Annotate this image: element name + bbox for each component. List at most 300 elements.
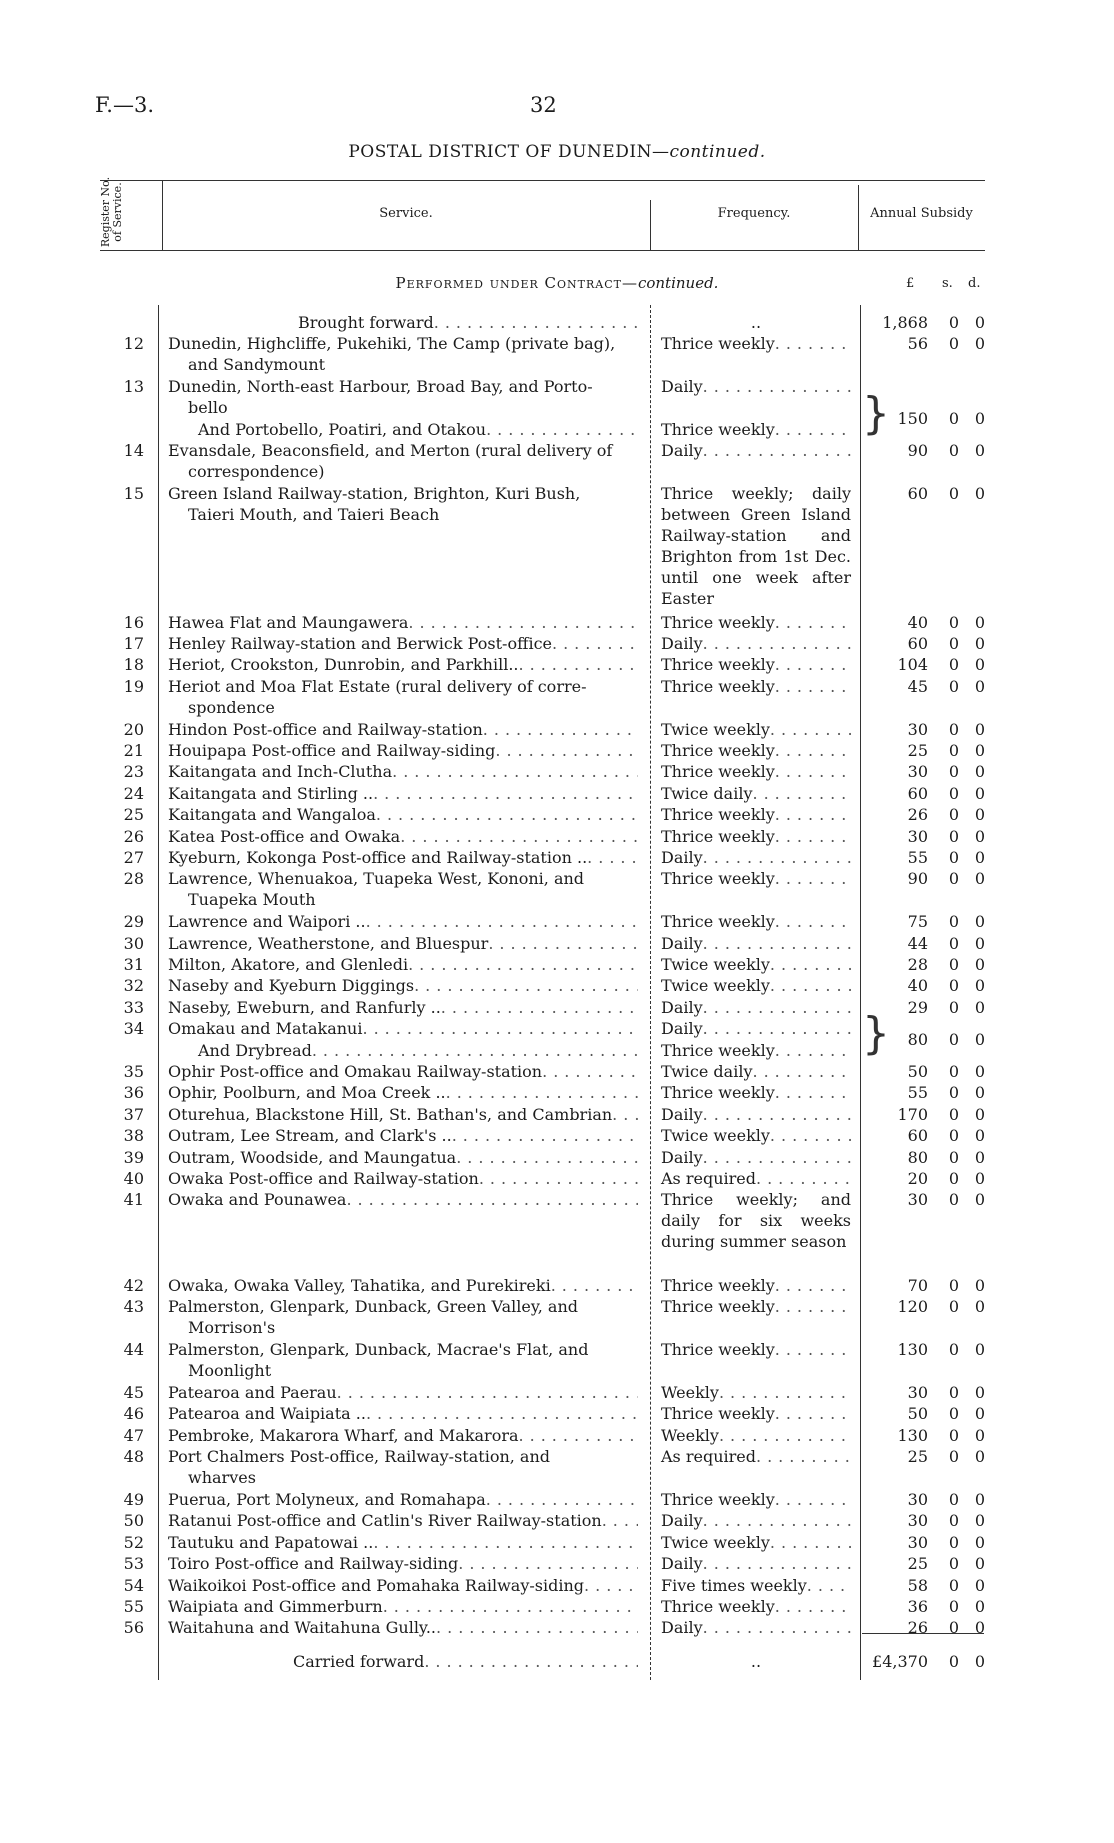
frequency-cell xyxy=(661,1125,851,1146)
subsidy-pence: 0 xyxy=(974,1383,986,1402)
leader-dots xyxy=(552,633,638,654)
subsidy-shillings: 0 xyxy=(948,1147,960,1167)
register-number: 56 xyxy=(123,1618,144,1638)
leader-dots xyxy=(775,419,851,440)
frequency-cell xyxy=(661,1532,851,1553)
service-line xyxy=(168,911,638,932)
subsidy-shillings: 0 xyxy=(948,933,960,953)
subsidy-pence: 0 xyxy=(974,655,986,675)
service-cell xyxy=(168,1082,638,1103)
subsidy-pence: 0 xyxy=(974,955,986,974)
frequency-text: Daily xyxy=(661,634,703,653)
frequency-text: Thrice weekly xyxy=(661,826,775,846)
subsidy-pence: 0 xyxy=(974,741,986,760)
register-number: 20 xyxy=(123,719,144,739)
subsidy-pounds: 104 xyxy=(897,655,928,675)
service-line xyxy=(168,1061,638,1082)
subsidy-pounds: 56 xyxy=(907,334,928,354)
leader-dots xyxy=(770,975,851,996)
subsidy-pence: 0 xyxy=(974,1651,986,1671)
col-divider xyxy=(158,305,159,1680)
subsidy-shillings: 0 xyxy=(948,655,960,675)
service-cell xyxy=(168,933,638,954)
leader-dots xyxy=(775,1296,851,1317)
service-cell xyxy=(168,633,638,654)
subsidy-shillings: 0 xyxy=(948,1276,960,1295)
register-number: 50 xyxy=(123,1511,144,1531)
frequency-cell xyxy=(661,740,851,761)
register-number: 25 xyxy=(123,805,144,825)
frequency-cell xyxy=(661,1489,851,1510)
subsidy-pence: 0 xyxy=(974,783,986,803)
frequency-cell xyxy=(661,1082,851,1103)
frequency-cell xyxy=(661,1575,851,1596)
subsidy-pounds: 40 xyxy=(907,612,928,632)
subsidy-pounds: 25 xyxy=(907,741,928,760)
subsidy-pounds: 1,868 xyxy=(882,313,928,332)
frequency-cell xyxy=(661,376,851,397)
frequency-line xyxy=(661,1275,851,1296)
service-cell xyxy=(168,1275,638,1296)
frequency-cell xyxy=(661,1553,851,1574)
service-cell xyxy=(168,740,638,761)
service-text: Oturehua, Blackstone Hill, St. Bathan's, and Cambrian xyxy=(168,1104,613,1124)
frequency-cell xyxy=(661,1651,851,1672)
frequency-line xyxy=(661,1425,851,1446)
register-number: 45 xyxy=(123,1383,144,1402)
subsidy-shillings: 0 xyxy=(948,441,960,461)
leader-dots xyxy=(703,1510,851,1531)
subsidy-shillings: 0 xyxy=(948,1618,960,1638)
subsidy-pence: 0 xyxy=(974,1511,986,1531)
register-number: 39 xyxy=(123,1147,144,1167)
subsidy-shillings: 0 xyxy=(948,1597,960,1616)
service-cell xyxy=(168,676,638,718)
frequency-cell xyxy=(661,333,851,354)
service-text: Hindon Post-office and Railway-station xyxy=(168,719,483,739)
frequency-cell xyxy=(661,483,851,609)
service-cell xyxy=(168,911,638,932)
frequency-cell xyxy=(661,1018,851,1039)
subsidy-pence: 0 xyxy=(974,334,986,354)
frequency-text: Five times weekly xyxy=(661,1575,807,1595)
leader-dots xyxy=(584,1575,638,1596)
service-text: Owaka, Owaka Valley, Tahatika, and Purekireki xyxy=(168,1276,551,1295)
frequency-line xyxy=(661,954,851,975)
subsidy-pence: 0 xyxy=(974,997,986,1017)
frequency-line xyxy=(661,1104,851,1125)
subsidy-pence: 0 xyxy=(974,1169,986,1188)
header-bottom-rule xyxy=(100,250,985,251)
subsidy-shillings: 0 xyxy=(948,762,960,782)
subsidy-shillings: 0 xyxy=(948,612,960,632)
subsidy-pounds: 30 xyxy=(907,1490,928,1509)
service-line xyxy=(168,1018,638,1039)
frequency-line xyxy=(661,1575,851,1596)
service-text: Tuapeka Mouth xyxy=(188,890,316,910)
service-text: Port Chalmers Post-office, Railway-station, and xyxy=(168,1447,551,1467)
frequency-line xyxy=(661,1403,851,1424)
subsidy-pence: 0 xyxy=(974,1104,986,1124)
subsidy-pounds: 20 xyxy=(907,1169,928,1188)
subsidy-pence: 0 xyxy=(974,441,986,461)
total-rule xyxy=(862,1633,984,1634)
service-cell xyxy=(168,1168,638,1189)
register-number: 42 xyxy=(123,1276,144,1295)
service-line xyxy=(168,633,638,654)
service-cell xyxy=(168,654,638,675)
subsidy-pence: 0 xyxy=(974,1404,986,1424)
register-number: 37 xyxy=(123,1104,144,1124)
subsidy-pence: 0 xyxy=(974,313,986,332)
service-text: Heriot and Moa Flat Estate (rural delivery of corre- xyxy=(168,676,587,696)
leader-dots xyxy=(775,868,851,889)
leader-dots xyxy=(495,740,638,761)
service-line xyxy=(168,889,638,910)
leader-dots xyxy=(719,1382,851,1403)
service-cell xyxy=(168,1061,638,1082)
subsidy-pounds: 120 xyxy=(897,1297,928,1317)
leader-dots xyxy=(770,719,851,740)
shillings-unit: s. xyxy=(942,276,953,291)
leader-dots xyxy=(752,1061,851,1082)
subsidy-shillings: 0 xyxy=(948,313,960,332)
frequency-text: Daily xyxy=(661,1104,703,1124)
leader-dots xyxy=(587,847,638,868)
leader-dots xyxy=(775,1489,851,1510)
service-text: Palmerston, Glenpark, Dunback, Macrae's Flat, and xyxy=(168,1340,589,1360)
subsidy-pounds: 26 xyxy=(907,805,928,825)
frequency-cell xyxy=(661,1275,851,1296)
frequency-text: Thrice weekly; daily between Green Island Railway-station and Brighton from 1st Dec. until one week after Easter xyxy=(661,484,851,609)
frequency-text: Daily xyxy=(661,1511,703,1531)
service-cell xyxy=(168,1147,638,1168)
leader-dots xyxy=(770,954,851,975)
frequency-cell xyxy=(661,847,851,868)
service-cell xyxy=(168,312,638,333)
service-line xyxy=(168,1360,638,1381)
register-number: 14 xyxy=(123,441,144,461)
frequency-text: Twice daily xyxy=(661,783,753,803)
frequency-text: Thrice weekly xyxy=(661,1040,775,1060)
leader-dots xyxy=(752,783,851,804)
subsidy-shillings: 0 xyxy=(948,783,960,803)
subsidy-shillings: 0 xyxy=(948,1104,960,1124)
frequency-text: Daily xyxy=(661,1147,703,1167)
service-cell xyxy=(168,1339,638,1381)
carried-forward-label: Carried forward xyxy=(293,1651,425,1671)
register-number: 44 xyxy=(123,1340,144,1360)
leader-dots xyxy=(424,1651,638,1672)
leader-dots xyxy=(770,1125,851,1146)
register-number: 46 xyxy=(123,1404,144,1424)
subsidy-shillings: 0 xyxy=(948,334,960,354)
subsidy-pence: 0 xyxy=(974,1029,986,1049)
subsidy-pence: 0 xyxy=(974,676,986,696)
subsidy-shillings: 0 xyxy=(948,997,960,1017)
frequency-text: Thrice weekly xyxy=(661,805,775,825)
register-number: 30 xyxy=(123,933,144,953)
service-text: Henley Railway-station and Berwick Post-office xyxy=(168,634,552,653)
leader-dots xyxy=(408,954,638,975)
frequency-text: Thrice weekly xyxy=(661,1340,775,1360)
service-line xyxy=(168,1651,638,1672)
frequency-cell xyxy=(661,1617,851,1638)
frequency-cell xyxy=(661,1425,851,1446)
subsidy-pounds: 28 xyxy=(907,955,928,974)
frequency-cell xyxy=(661,1061,851,1082)
subsidy-pounds: 45 xyxy=(907,676,928,696)
frequency-text: Thrice weekly xyxy=(661,912,775,932)
service-cell xyxy=(168,1018,638,1039)
subsidy-pounds: 40 xyxy=(907,976,928,996)
subsidy-pence: 0 xyxy=(974,1490,986,1509)
service-text: Green Island Railway-station, Brighton, Kuri Bush, xyxy=(168,484,581,504)
subsidy-shillings: 0 xyxy=(948,1447,960,1467)
leader-dots xyxy=(551,1275,638,1296)
service-line xyxy=(168,997,638,1018)
service-cell xyxy=(168,719,638,740)
service-text: Naseby and Kyeburn Diggings xyxy=(168,976,415,996)
service-line xyxy=(168,1147,638,1168)
frequency-text: Thrice weekly xyxy=(661,869,775,889)
subsidy-pounds: 30 xyxy=(907,826,928,846)
leader-dots xyxy=(434,312,638,333)
subsidy-shillings: 0 xyxy=(948,484,960,504)
leader-dots xyxy=(312,1040,638,1061)
register-number: 43 xyxy=(123,1297,144,1317)
frequency-cell xyxy=(661,1189,851,1252)
subsidy-pence: 0 xyxy=(974,1597,986,1616)
service-line xyxy=(168,1382,638,1403)
frequency-cell xyxy=(661,719,851,740)
subsidy-pounds: £4,370 xyxy=(872,1651,928,1671)
leader-dots xyxy=(542,1061,638,1082)
service-cell xyxy=(168,1125,638,1146)
leader-dots xyxy=(414,975,638,996)
service-line xyxy=(168,440,638,461)
register-number: 12 xyxy=(123,334,144,354)
service-cell xyxy=(168,483,638,525)
subsidy-pounds: 130 xyxy=(897,1425,928,1445)
frequency-text: Thrice weekly xyxy=(661,1297,775,1317)
service-cell xyxy=(168,1651,638,1672)
frequency-line xyxy=(661,1382,851,1403)
col-divider xyxy=(650,305,651,1680)
subsidy-shillings: 0 xyxy=(948,741,960,760)
service-text: Ophir Post-office and Omakau Railway-station xyxy=(168,1062,543,1081)
service-text: And Drybread xyxy=(198,1040,312,1060)
leader-dots xyxy=(775,333,851,354)
service-line xyxy=(168,1339,638,1360)
service-line xyxy=(168,1104,638,1125)
frequency-text: Thrice weekly xyxy=(661,420,775,439)
subsidy-pounds: 70 xyxy=(907,1276,928,1295)
subsidy-pence: 0 xyxy=(974,805,986,825)
leader-dots xyxy=(775,1403,851,1424)
leader-dots xyxy=(488,933,638,954)
subsidy-shillings: 0 xyxy=(948,1062,960,1081)
service-text: And Portobello, Poatiri, and Otakou xyxy=(198,420,487,439)
service-line xyxy=(168,761,638,782)
service-line xyxy=(168,1446,638,1467)
column-header-register: Register No. of Service. xyxy=(99,176,124,248)
service-line xyxy=(168,719,638,740)
subsidy-shillings: 0 xyxy=(948,1575,960,1595)
leader-dots xyxy=(373,783,638,804)
frequency-text: Daily xyxy=(661,1554,703,1574)
service-text: Moonlight xyxy=(188,1361,272,1381)
service-line xyxy=(168,1553,638,1574)
service-text: Waikoikoi Post-office and Pomahaka Railway-siding xyxy=(168,1575,585,1595)
frequency-text: .. xyxy=(750,1651,762,1671)
frequency-cell xyxy=(661,1296,851,1317)
frequency-line xyxy=(661,1489,851,1510)
service-text: and Sandymount xyxy=(188,355,326,375)
leader-dots xyxy=(483,719,638,740)
frequency-line xyxy=(661,761,851,782)
subsidy-shillings: 0 xyxy=(948,1297,960,1317)
subsidy-pence: 0 xyxy=(974,1575,986,1595)
service-text: Naseby, Eweburn, and Ranfurly .. xyxy=(168,997,441,1017)
service-cell xyxy=(168,761,638,782)
subsidy-pence: 0 xyxy=(974,1425,986,1445)
frequency-text: Thrice weekly; and daily for six weeks during summer season xyxy=(661,1190,851,1252)
service-line xyxy=(168,1275,638,1296)
leader-dots xyxy=(703,440,851,461)
register-number: 47 xyxy=(123,1425,144,1445)
subsidy-shillings: 0 xyxy=(948,634,960,653)
service-cell xyxy=(168,826,638,847)
section-subheading: Performed under Contract—continued. xyxy=(395,274,719,292)
subsidy-pounds: 130 xyxy=(897,1340,928,1360)
register-number: 48 xyxy=(123,1447,144,1467)
service-cell xyxy=(168,1425,638,1446)
leader-dots xyxy=(775,804,851,825)
leader-dots xyxy=(770,1532,851,1553)
leader-dots xyxy=(775,1082,851,1103)
subsidy-pence: 0 xyxy=(974,1276,986,1295)
frequency-cell xyxy=(661,1510,851,1531)
subsidy-pence: 0 xyxy=(974,719,986,739)
subsidy-pence: 0 xyxy=(974,762,986,782)
service-line xyxy=(168,1575,638,1596)
leader-dots xyxy=(775,1339,851,1360)
pounds-unit: £ xyxy=(906,276,915,291)
leader-dots xyxy=(703,1104,851,1125)
frequency-cell xyxy=(661,1040,851,1061)
service-text: Lawrence, Whenuakoa, Tuapeka West, Kononi, and xyxy=(168,869,585,889)
service-text: Omakau and Matakanui xyxy=(168,1019,363,1039)
subsidy-pence: 0 xyxy=(974,1147,986,1167)
frequency-cell xyxy=(661,826,851,847)
subsidy-pounds: 30 xyxy=(907,1511,928,1531)
service-cell xyxy=(168,1553,638,1574)
service-cell xyxy=(168,333,638,375)
register-number: 35 xyxy=(123,1062,144,1081)
frequency-line xyxy=(661,654,851,675)
frequency-line xyxy=(661,804,851,825)
leader-dots xyxy=(756,1168,851,1189)
frequency-cell xyxy=(661,654,851,675)
subsidy-pounds: 29 xyxy=(907,997,928,1017)
subsidy-shillings: 0 xyxy=(948,1126,960,1146)
frequency-text: Thrice weekly xyxy=(661,1597,775,1616)
leader-dots xyxy=(436,1617,638,1638)
subsidy-shillings: 0 xyxy=(948,1340,960,1360)
subsidy-pence: 0 xyxy=(974,848,986,867)
service-text: Katea Post-office and Owaka xyxy=(168,826,401,846)
document-reference: F.—3. xyxy=(95,93,155,117)
register-number: 29 xyxy=(123,912,144,932)
leader-dots xyxy=(775,761,851,782)
register-number: 13 xyxy=(123,377,144,397)
leader-dots xyxy=(486,419,638,440)
register-number: 33 xyxy=(123,997,144,1017)
register-number: 24 xyxy=(123,783,144,803)
leader-dots xyxy=(452,1125,638,1146)
column-header-service: Service. xyxy=(379,206,433,221)
service-cell xyxy=(168,975,638,996)
subsidy-shillings: 0 xyxy=(948,1169,960,1188)
leader-dots xyxy=(703,1147,851,1168)
subsidy-pounds: 75 xyxy=(907,912,928,932)
service-text: Ophir, Poolburn, and Moa Creek .. xyxy=(168,1083,446,1103)
subsidy-shillings: 0 xyxy=(948,1651,960,1671)
service-text: spondence xyxy=(188,697,275,717)
frequency-text: Thrice weekly xyxy=(661,1404,775,1424)
subsidy-pounds: 30 xyxy=(907,1383,928,1402)
frequency-cell xyxy=(661,933,851,954)
service-text: Lawrence and Waipori .. xyxy=(168,912,366,932)
frequency-line xyxy=(661,333,851,354)
frequency-text: Twice weekly xyxy=(661,1532,770,1552)
pence-unit: d. xyxy=(968,276,981,291)
subsidy-pounds: 25 xyxy=(907,1554,928,1574)
leader-dots xyxy=(400,826,638,847)
subsidy-pounds: 30 xyxy=(907,719,928,739)
frequency-line xyxy=(661,612,851,633)
service-line xyxy=(168,1189,638,1210)
subsidy-pence: 0 xyxy=(974,484,986,504)
service-line xyxy=(168,354,638,375)
service-cell xyxy=(168,1596,638,1617)
frequency-text: Daily xyxy=(661,1019,703,1039)
frequency-cell xyxy=(661,804,851,825)
service-cell xyxy=(168,1510,638,1531)
register-number: 36 xyxy=(123,1083,144,1103)
frequency-text: Daily xyxy=(661,997,703,1017)
leader-dots xyxy=(703,847,851,868)
subsidy-pounds: 90 xyxy=(907,869,928,889)
subsidy-pounds: 80 xyxy=(907,1029,928,1049)
service-line xyxy=(168,697,638,718)
frequency-cell xyxy=(661,1596,851,1617)
service-line xyxy=(168,954,638,975)
register-number: 32 xyxy=(123,976,144,996)
subsidy-pounds: 55 xyxy=(907,1083,928,1103)
subsidy-shillings: 0 xyxy=(948,719,960,739)
leader-dots xyxy=(719,1425,851,1446)
frequency-cell xyxy=(661,1104,851,1125)
subsidy-shillings: 0 xyxy=(948,848,960,867)
subsidy-pence: 0 xyxy=(974,1126,986,1146)
frequency-cell xyxy=(661,1382,851,1403)
service-text: Lawrence, Weatherstone, and Bluespur xyxy=(168,933,489,953)
service-line xyxy=(168,1040,638,1061)
service-text: Evansdale, Beaconsfield, and Merton (rural delivery of xyxy=(168,441,613,461)
frequency-text: Twice daily xyxy=(661,1062,753,1081)
